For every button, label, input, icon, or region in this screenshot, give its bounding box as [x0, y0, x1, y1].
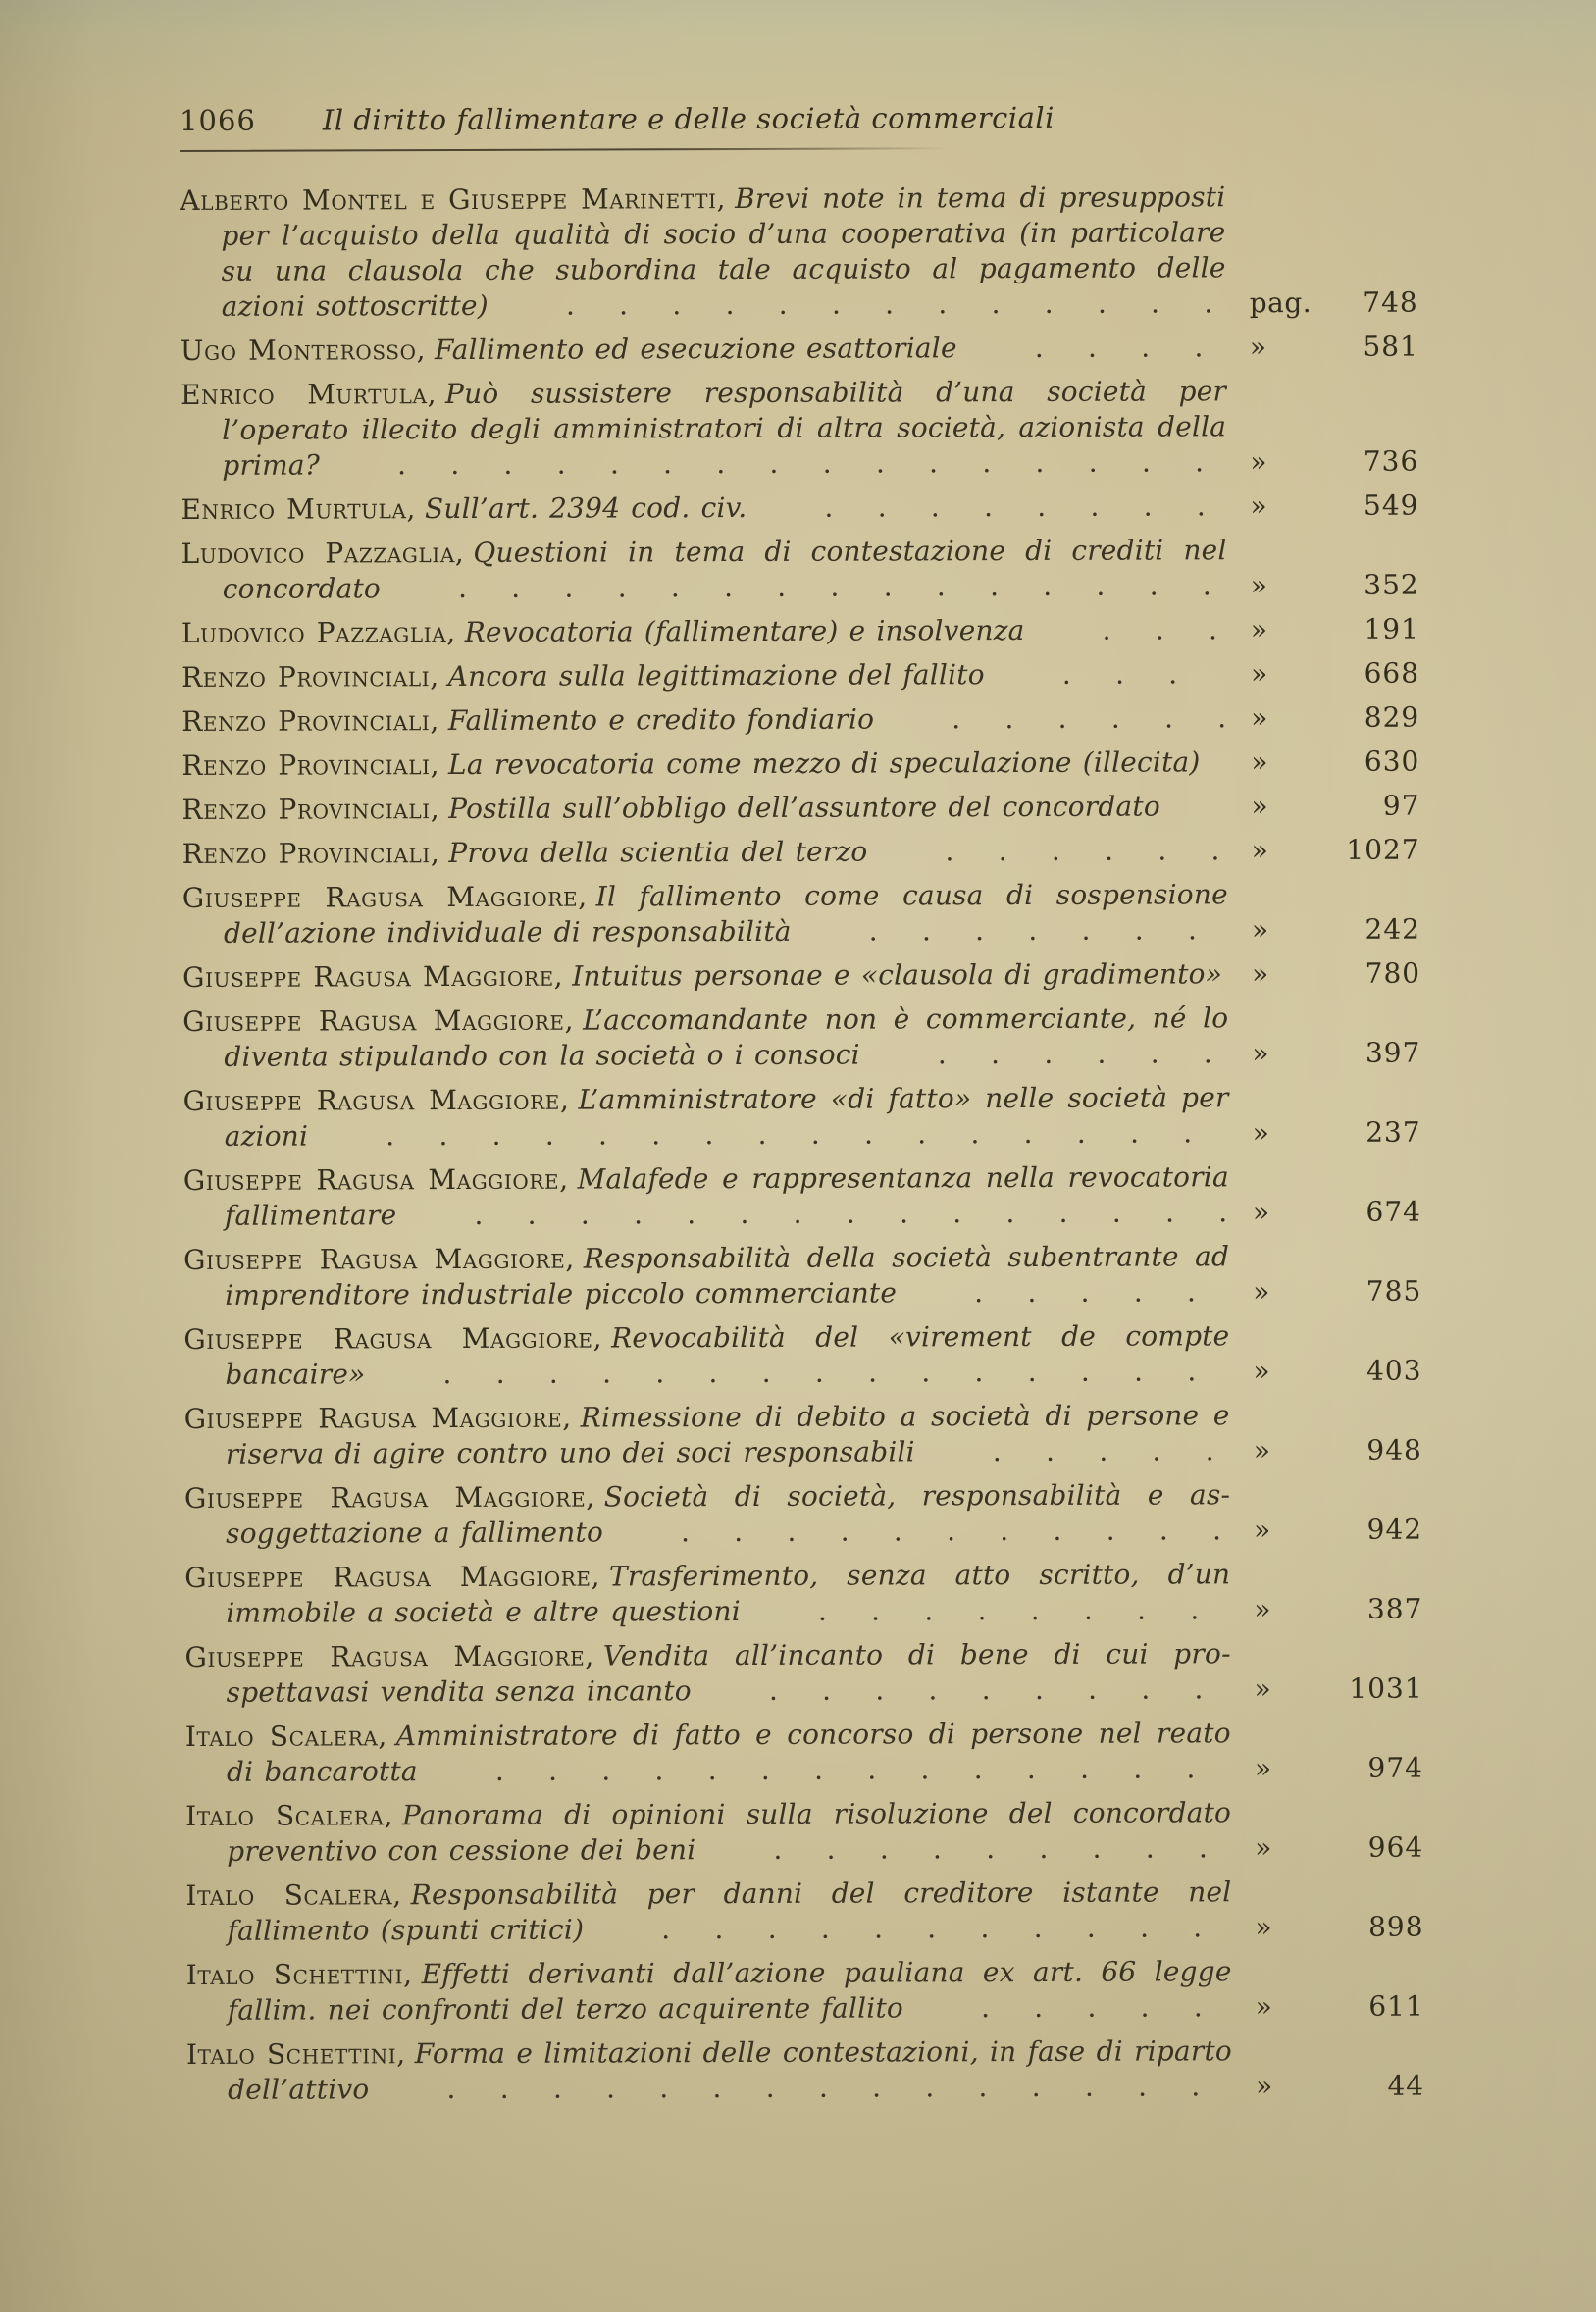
entry-title: Revocatoria (fallimentare) e insolvenza: [464, 613, 1025, 648]
entry-page-number: 611: [1368, 1989, 1424, 2023]
entry-text: [182, 1001, 1228, 1075]
entry-page-number: 748: [1363, 285, 1418, 319]
entry-author: Giuseppe Ragusa Maggiore,: [183, 1321, 603, 1356]
entry-title: Fallimento e credito fondiario: [447, 702, 875, 738]
entry-ref-mark: »: [1250, 445, 1267, 479]
header-rule: [180, 147, 956, 152]
index-entry: [183, 1239, 1421, 1313]
entry-text: [181, 745, 1227, 784]
index-entry: [181, 656, 1419, 695]
dot-leader: . . . . .: [948, 1434, 1214, 1468]
dot-leader: . . . . . . . . . . . . . . .: [398, 1355, 1197, 1391]
page-header: [180, 100, 1417, 137]
dot-leader: . . . . . . . . .: [724, 1672, 1204, 1708]
entry-title: Amministratore di fatto e concorso di persone nel reato di bancarotta: [226, 1717, 1231, 1788]
entry-ref-mark: »: [1253, 1434, 1271, 1467]
entry-page-number: 397: [1364, 1036, 1421, 1069]
entry-page-number: 674: [1365, 1195, 1422, 1228]
index-entry: [185, 1716, 1423, 1790]
entry-ref-mark: »: [1250, 489, 1268, 523]
dot-leader: . . .: [1017, 657, 1178, 692]
entry-title: Vendita all’incanto di bene di cui prospettavasi vendita senza incanto: [226, 1637, 1231, 1709]
dot-leader: . . . . . . . . . . . . . . .: [413, 569, 1212, 605]
entry-page-number: 630: [1364, 745, 1420, 778]
entry-text: [183, 1239, 1229, 1313]
entry-title: Ancora sulla legittimazione del fallito: [447, 658, 985, 694]
entry-ref-mark: »: [1250, 569, 1268, 602]
index-entry: [182, 956, 1420, 996]
entry-text: [184, 1636, 1230, 1711]
entry-ref-mark: »: [1255, 1990, 1273, 2024]
entry-page-number: 237: [1365, 1115, 1421, 1149]
entry-title: Trasferimento, senza atto scritto, d’un immobile a società e altre questioni: [226, 1558, 1231, 1629]
entry-ref-mark: »: [1254, 1514, 1271, 1547]
entry-text: [183, 1318, 1229, 1393]
entry-title: Società di società, responsabilità e assoggettazione a fallimento: [226, 1478, 1231, 1550]
running-title: Il diritto fallimentare e delle società commerciali: [322, 100, 1055, 137]
entry-page-number: 403: [1366, 1354, 1422, 1387]
entry-text: [185, 1795, 1231, 1870]
entry-text: [180, 330, 1226, 369]
entry-text: [182, 877, 1228, 951]
entry-title: La revocatoria come mezzo di speculazione (illecita): [447, 745, 1201, 782]
entry-reference: [1254, 1433, 1422, 1469]
dot-leader: . . . . . .: [893, 1037, 1213, 1071]
dot-leader: . . . . .: [936, 1990, 1204, 2025]
entry-author: Giuseppe Ragusa Maggiore,: [182, 1162, 569, 1197]
index-entry: [186, 2033, 1424, 2108]
entry-ref-mark: »: [1253, 1275, 1270, 1309]
dot-leader: . . . . . . .: [824, 913, 1198, 948]
dot-leader: . . . . . . . . . . . . . . . .: [341, 1116, 1193, 1153]
entry-page-number: 191: [1364, 612, 1419, 645]
entry-page-number: 829: [1364, 700, 1420, 734]
entry-reference: [1252, 833, 1420, 869]
entry-page-number: 1027: [1346, 833, 1420, 866]
entry-page-number: 736: [1363, 444, 1419, 478]
entry-title: Effetti derivanti dall’azione pauliana ex art. 66 legge fallim. nei confronti del terzo acquirente fallito: [227, 1955, 1232, 2027]
dot-leader: . . . . . . . . . . . . . . .: [402, 2070, 1201, 2106]
entry-text: [181, 656, 1227, 695]
index-entry: [184, 1636, 1422, 1711]
dot-leader: . . . .: [990, 331, 1204, 365]
entry-ref-mark: »: [1250, 657, 1268, 691]
index-entry: [182, 1080, 1420, 1155]
index-entry: [185, 1875, 1423, 1949]
entry-author: Ludovico Pazzaglia,: [180, 616, 456, 649]
entry-text: [184, 1477, 1230, 1552]
entry-page-number: 668: [1364, 656, 1420, 690]
entry-text: [180, 180, 1225, 325]
entry-title: Sull’art. 2394 cod. civ.: [424, 490, 747, 526]
entry-page-number: 387: [1366, 1592, 1423, 1625]
entry-page-number: 44: [1387, 2069, 1425, 2102]
dot-leader: . . . . . . . . . . . . . .: [450, 1752, 1196, 1788]
entry-reference: [1255, 1830, 1423, 1867]
entry-ref-mark: »: [1256, 2070, 1273, 2103]
entry-reference: [1250, 330, 1418, 366]
entry-reference: [1255, 1671, 1423, 1708]
entry-ref-mark: »: [1252, 1116, 1270, 1150]
index-entry-list: [180, 180, 1424, 2108]
dot-leader: . . . . . . . . . . . . . . .: [430, 1196, 1228, 1232]
index-entry: [183, 1159, 1421, 1234]
entry-author: Giuseppe Ragusa Maggiore,: [182, 1083, 570, 1117]
entry-reference: [1253, 1115, 1421, 1152]
entry-page-number: 97: [1382, 789, 1420, 822]
entry-author: Giuseppe Ragusa Maggiore,: [183, 1480, 595, 1515]
entry-ref-mark: »: [1251, 790, 1269, 823]
entry-page-number: 549: [1363, 488, 1419, 522]
entry-text: [181, 789, 1227, 828]
entry-author: Giuseppe Ragusa Maggiore,: [183, 1401, 572, 1435]
entry-author: Italo Scalera,: [185, 1878, 402, 1912]
entry-title: Fallimento ed esecuzione esattoriale: [434, 332, 957, 367]
dot-leader: . . . . . . . . .: [729, 1831, 1209, 1867]
entry-page-number: 1031: [1349, 1671, 1423, 1705]
dot-leader: . . . . . . . .: [780, 489, 1207, 524]
entry-reference: [1251, 568, 1419, 604]
entry-ref-mark: »: [1252, 957, 1269, 991]
dot-leader: . . . . . .: [901, 834, 1220, 868]
entry-reference: [1250, 285, 1418, 322]
entry-author: Giuseppe Ragusa Maggiore,: [183, 1242, 575, 1276]
index-entry: [186, 1954, 1424, 2029]
index-entry: [182, 877, 1420, 951]
entry-page-number: 898: [1367, 1910, 1424, 1943]
index-entry: [181, 612, 1419, 651]
index-entry: [181, 745, 1419, 784]
entry-title: Responsabilità della società subentrante ad imprenditore industriale piccolo commerciante: [225, 1240, 1230, 1311]
entry-author: Renzo Provinciali,: [181, 793, 440, 826]
entry-text: [186, 2033, 1232, 2108]
entry-author: Ugo Monterosso,: [180, 334, 427, 367]
entry-text: [181, 533, 1227, 607]
entry-author: Renzo Provinciali,: [181, 704, 439, 738]
entry-title: Il fallimento come causa di sospensione dell’azione individuale di responsabilità: [223, 878, 1228, 950]
entry-text: [182, 1080, 1228, 1155]
entry-ref-mark: »: [1254, 1752, 1272, 1785]
entry-reference: [1256, 2069, 1424, 2105]
entry-author: Renzo Provinciali,: [181, 837, 440, 870]
entry-page-number: 974: [1367, 1751, 1423, 1784]
entry-text: [183, 1159, 1229, 1234]
entry-text: [180, 488, 1226, 528]
entry-reference: [1252, 912, 1420, 949]
entry-author: Giuseppe Ragusa Maggiore,: [184, 1560, 601, 1594]
entry-text: [182, 956, 1228, 996]
index-entry: [184, 1398, 1422, 1472]
index-entry: [180, 180, 1417, 325]
dot-leader: . . . . . . . .: [773, 1593, 1200, 1627]
entry-reference: [1253, 1195, 1421, 1231]
dot-leader: . . . . . . . . . . .: [636, 1514, 1222, 1549]
entry-title: Responsabilità per danni del creditore istante nel fallimento (spunti critici): [227, 1875, 1232, 1947]
entry-author: Enrico Murtula,: [180, 492, 417, 526]
entry-text: [185, 1716, 1231, 1790]
entry-author: Giuseppe Ragusa Maggiore,: [181, 880, 588, 914]
entry-author: Giuseppe Ragusa Maggiore,: [182, 1003, 575, 1038]
index-entry: [180, 488, 1418, 528]
entry-reference: [1255, 1910, 1423, 1946]
entry-reference: [1255, 1751, 1423, 1787]
entry-author: Enrico Murtula,: [180, 378, 438, 411]
entry-text: [181, 700, 1227, 740]
index-entry: [184, 1477, 1422, 1552]
entry-ref-mark: »: [1255, 1911, 1273, 1944]
index-entry: [181, 533, 1419, 607]
entry-reference: [1256, 1989, 1424, 2026]
entry-page-number: 948: [1366, 1433, 1422, 1466]
entry-text: [186, 1954, 1232, 2029]
dot-leader: . . . . . .: [907, 701, 1227, 736]
entry-reference: [1253, 1274, 1421, 1310]
index-entry: [182, 1001, 1420, 1075]
index-entry: [180, 330, 1418, 369]
entry-title: Forma e limitazioni delle contestazioni, in fase di riparto dell’attivo: [228, 2034, 1232, 2106]
entry-page-number: 964: [1367, 1830, 1424, 1864]
entry-title: Brevi note in tema di presupposti per l’acquisto della qualità di socio d’una cooperativa (in particolare su una clausola che subordina tale acquisto al pagamento delle azioni sottoscritte): [221, 180, 1226, 323]
dot-leader: . . . . . . . . . . . . .: [521, 286, 1213, 322]
entry-title: Intuitus personae e «clausola di gradimento»: [572, 957, 1223, 993]
entry-text: [185, 1875, 1231, 1949]
entry-ref-mark: pag.: [1249, 285, 1313, 320]
entry-author: Giuseppe Ragusa Maggiore,: [182, 959, 564, 994]
page-content: [180, 100, 1424, 2117]
entry-title: L’accomandante non è commerciante, né lo diventa stipulando con la società o i consoci: [224, 1002, 1229, 1073]
entry-page-number: 942: [1366, 1513, 1423, 1546]
entry-title: Malafede e rappresentanza nella revocatoria fallimentare: [224, 1160, 1229, 1232]
entry-text: [184, 1398, 1230, 1472]
entry-ref-mark: »: [1251, 834, 1269, 867]
entry-ref-mark: »: [1251, 745, 1269, 779]
entry-title: Questioni in tema di contestazione di crediti nel concordato: [222, 534, 1227, 605]
entry-title: L’amministratore «di fatto» nelle società per azioni: [224, 1081, 1229, 1153]
entry-ref-mark: »: [1251, 701, 1268, 735]
entry-ref-mark: »: [1254, 1672, 1272, 1706]
dot-leader: . . . . . . . . . . .: [617, 1911, 1203, 1946]
entry-ref-mark: »: [1252, 1196, 1270, 1229]
entry-reference: [1250, 488, 1418, 525]
entry-ref-mark: »: [1249, 331, 1267, 364]
index-entry: [182, 833, 1420, 872]
entry-reference: [1251, 612, 1419, 648]
entry-text: [181, 612, 1227, 651]
entry-author: Italo Schettini,: [185, 1958, 413, 1991]
entry-ref-mark: »: [1254, 1593, 1272, 1626]
entry-reference: [1254, 1513, 1422, 1549]
entry-reference: [1253, 1354, 1421, 1390]
entry-author: Italo Scalera,: [185, 1799, 394, 1832]
entry-author: Italo Scalera,: [184, 1720, 387, 1753]
entry-title: Può sussistere responsabilità d’una società per l’operato illecito degli amministratori di altra società, azionista della prima?: [222, 375, 1227, 482]
entry-ref-mark: »: [1250, 613, 1268, 646]
entry-text: [182, 833, 1228, 872]
entry-title: Postilla sull’obbligo dell’assuntore del concordato: [448, 790, 1160, 826]
entry-page-number: 785: [1365, 1274, 1422, 1308]
entry-ref-mark: »: [1251, 913, 1269, 947]
index-entry: [181, 700, 1419, 740]
entry-reference: [1251, 789, 1419, 825]
entry-page-number: 581: [1363, 330, 1418, 363]
entry-author: Italo Schettini,: [185, 2037, 406, 2071]
index-entry: [180, 374, 1418, 484]
entry-text: [184, 1557, 1230, 1631]
entry-author: Alberto Montel e Giuseppe Marinetti,: [180, 182, 727, 217]
dot-leader: . . .: [1057, 613, 1218, 646]
entry-ref-mark: »: [1252, 1037, 1270, 1070]
entry-reference: [1251, 700, 1419, 737]
entry-page-number: 352: [1364, 568, 1419, 601]
index-entry: [184, 1557, 1422, 1631]
page-number-folio: 1066: [180, 103, 256, 137]
entry-ref-mark: »: [1255, 1831, 1272, 1865]
entry-author: Renzo Provinciali,: [180, 660, 439, 694]
entry-author: Ludovico Pazzaglia,: [180, 536, 465, 570]
entry-title: Panorama di opinioni sulla risoluzione del concordato preventivo con cessione dei beni: [227, 1796, 1232, 1868]
entry-author: Renzo Provinciali,: [181, 748, 440, 782]
index-entry: [185, 1795, 1423, 1870]
entry-text: [180, 374, 1226, 484]
entry-reference: [1252, 956, 1420, 993]
entry-reference: [1251, 656, 1419, 693]
index-entry: [181, 789, 1419, 828]
entry-page-number: 242: [1364, 912, 1421, 946]
dot-leader: . . . . . . . . . . . . . . . .: [352, 445, 1205, 482]
entry-page-number: 780: [1364, 956, 1421, 990]
index-entry: [183, 1318, 1421, 1393]
entry-reference: [1250, 444, 1418, 481]
entry-reference: [1251, 745, 1419, 781]
entry-reference: [1254, 1592, 1422, 1628]
entry-author: Giuseppe Ragusa Maggiore,: [184, 1639, 594, 1673]
entry-title: Revocabilità del «virement de compte bancaire»: [225, 1319, 1230, 1391]
dot-leader: . . . . .: [930, 1275, 1197, 1310]
entry-ref-mark: »: [1253, 1355, 1271, 1388]
entry-title: Rimessione di debito a società di persone e riserva di agire contro uno dei soci responsabili: [225, 1399, 1230, 1470]
entry-reference: [1252, 1036, 1420, 1072]
entry-title: Prova della scientia del terzo: [448, 835, 868, 870]
